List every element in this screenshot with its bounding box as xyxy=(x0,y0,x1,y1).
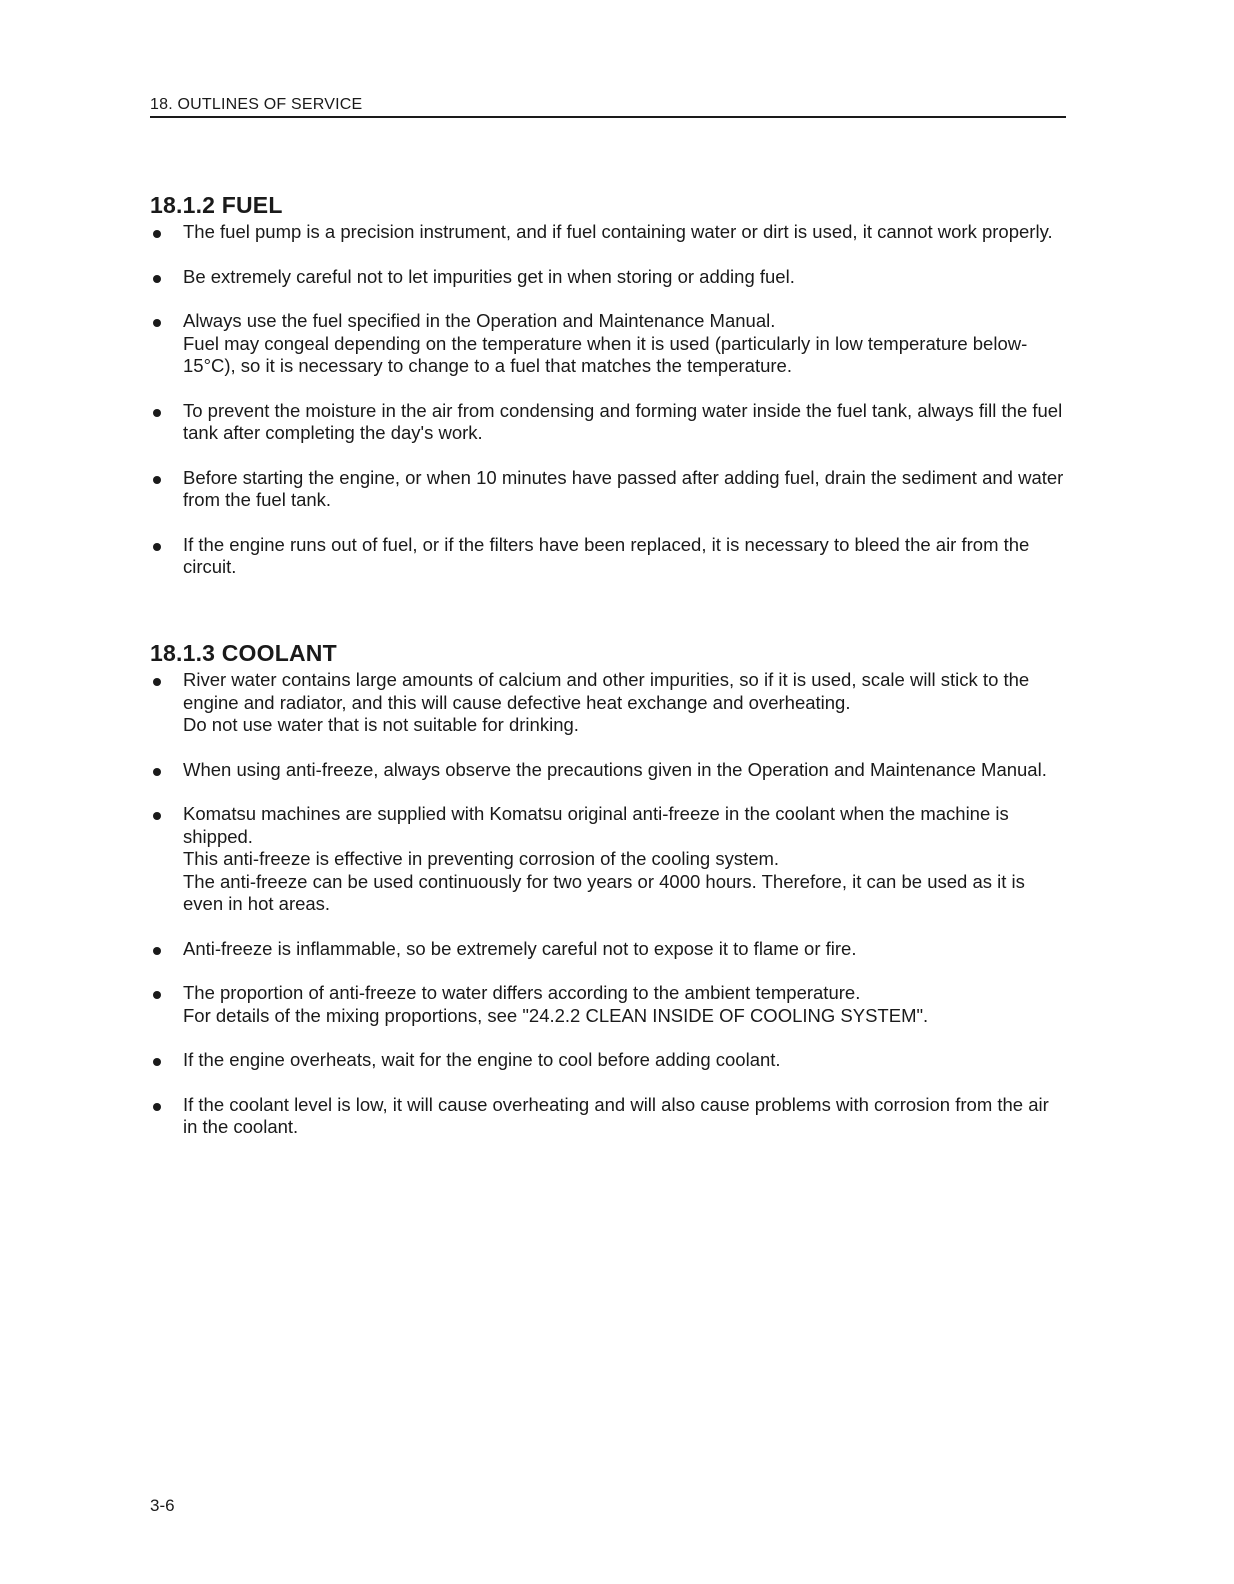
section-fuel xyxy=(150,192,1066,601)
list-item: The fuel pump is a precision instrument, and if fuel containing water or dirt is used, it cannot work properly. xyxy=(150,221,1066,244)
list-item: Komatsu machines are supplied with Komatsu original anti-freeze in the coolant when the machine is shipped. This anti-freeze is effective in preventing corrosion of the cooling system. The anti-freeze can be used continuously for two years or 4000 hours. Therefore, it can be used as it is even in hot areas. xyxy=(150,803,1066,916)
list-item: To prevent the moisture in the air from condensing and forming water inside the fuel tank, always fill the fuel tank after completing the day's work. xyxy=(150,400,1066,445)
list-item: If the coolant level is low, it will cause overheating and will also cause problems with corrosion from the air in the coolant. xyxy=(150,1094,1066,1139)
list-item: Always use the fuel specified in the Operation and Maintenance Manual. Fuel may congeal depending on the temperature when it is used (particularly in low temperature below-15°C), so it is necessary to change to a fuel that matches the temperature. xyxy=(150,310,1066,378)
section-coolant xyxy=(150,640,1066,1161)
fuel-bullet-list xyxy=(150,221,1066,579)
page-number: 3-6 xyxy=(150,1496,175,1515)
list-item: River water contains large amounts of calcium and other impurities, so if it is used, scale will stick to the engine and radiator, and this will cause defective heat exchange and overheating. Do not use water that is not suitable for drinking. xyxy=(150,669,1066,737)
list-item: When using anti-freeze, always observe the precautions given in the Operation and Maintenance Manual. xyxy=(150,759,1066,782)
running-header: 18. OUTLINES OF SERVICE xyxy=(150,96,1066,118)
list-item: The proportion of anti-freeze to water differs according to the ambient temperature. For details of the mixing proportions, see "24.2.2 CLEAN INSIDE OF COOLING SYSTEM". xyxy=(150,982,1066,1027)
list-item: Before starting the engine, or when 10 minutes have passed after adding fuel, drain the sediment and water from the fuel tank. xyxy=(150,467,1066,512)
section-heading-fuel: 18.1.2 FUEL xyxy=(150,192,283,218)
list-item: If the engine runs out of fuel, or if the filters have been replaced, it is necessary to bleed the air from the circuit. xyxy=(150,534,1066,579)
section-heading-coolant: 18.1.3 COOLANT xyxy=(150,640,337,666)
list-item: If the engine overheats, wait for the engine to cool before adding coolant. xyxy=(150,1049,1066,1072)
list-item: Be extremely careful not to let impurities get in when storing or adding fuel. xyxy=(150,266,1066,289)
coolant-bullet-list xyxy=(150,669,1066,1139)
list-item: Anti-freeze is inflammable, so be extremely careful not to expose it to flame or fire. xyxy=(150,938,1066,961)
